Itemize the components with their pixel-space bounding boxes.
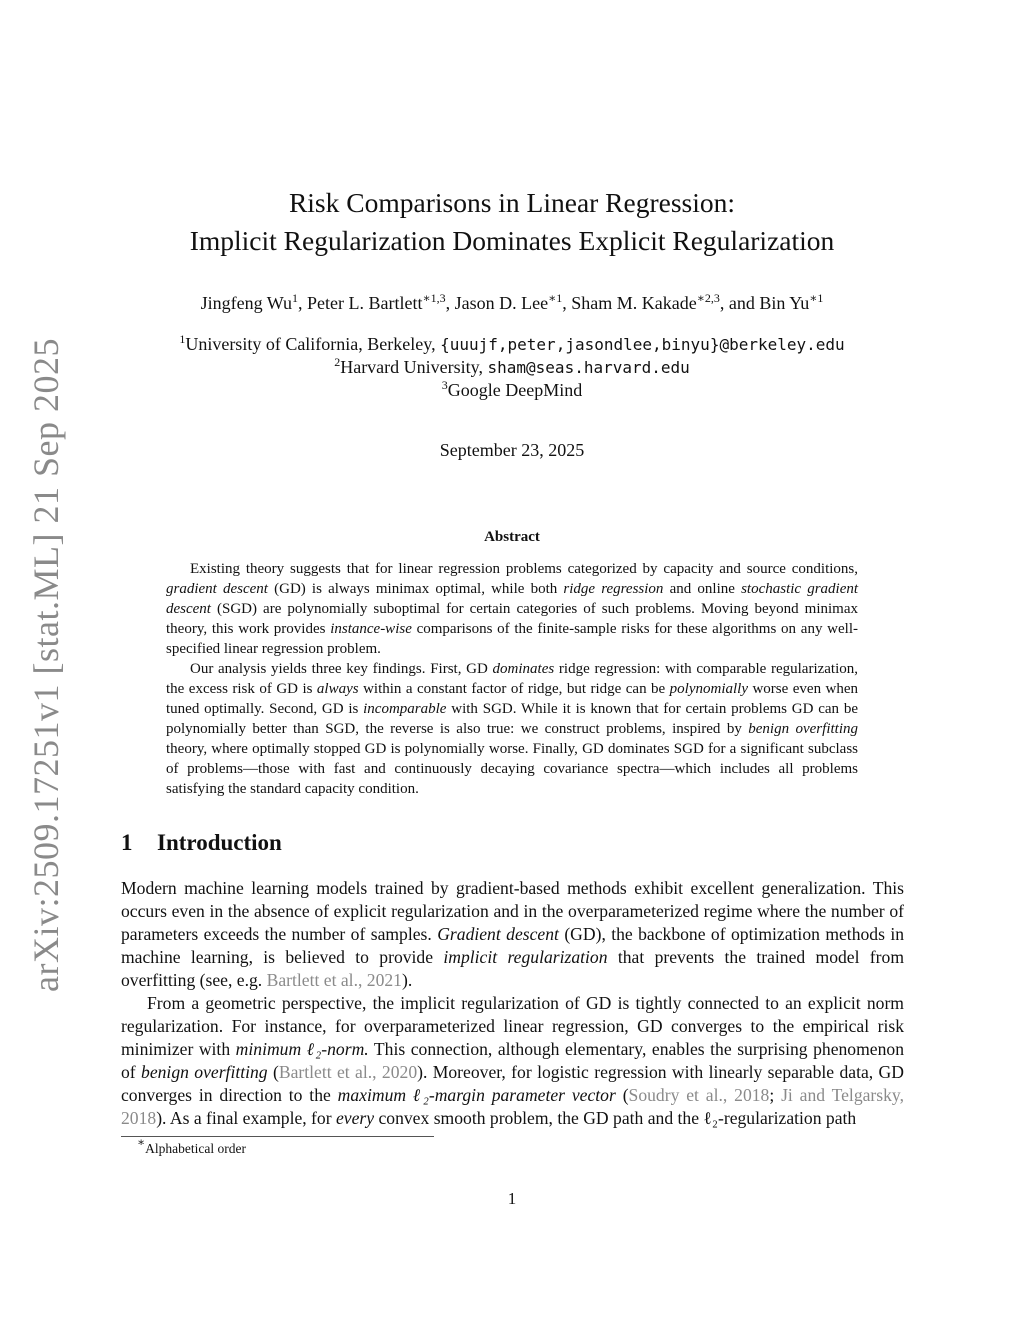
author-name: Jingfeng Wu — [200, 293, 293, 313]
affiliation-1 — [0, 333, 1024, 356]
citation-link[interactable]: Soudry et al., 2018 — [628, 1085, 770, 1105]
body-paragraph-2: From a geometric perspective, the implicit regularization of GD is tightly connected to an explicit norm regularization. For instance, for overparameterized linear regression, GD converges to the empirical risk minimizer with minimum ℓ₂-norm. This connection, although elementary, enables the surprising phenomenon of benign overfitting (Bartlett et al., 2020). Moreover, for logistic regression with linearly separable data, GD converges in direction to the maximum ℓ₂-margin parameter vector (Soudry et al., 2018; Ji and Telgarsky, 2018). As a final example, for every convex smooth problem, the GD path and the ℓ₂-regularization path — [121, 993, 904, 1128]
affil-sup: 3 — [441, 378, 448, 392]
citation-link[interactable]: Bartlett et al., 2021 — [266, 970, 402, 990]
footnote-divider — [121, 1136, 434, 1137]
author-sup: ∗1,3 — [422, 291, 446, 305]
citation-link[interactable]: Ji and Telgarsky, 2018 — [121, 1085, 904, 1128]
affiliation-3 — [0, 379, 1024, 402]
author-and: and — [728, 293, 755, 313]
author-name: Bin Yu — [759, 293, 810, 313]
author-sup: ∗1 — [809, 291, 824, 305]
title-line-2: Implicit Regularization Dominates Explicit Regularization — [189, 225, 835, 256]
author-list: Jingfeng Wu$^1$, Peter L. Bartlett$^{∗1,3}$, Jason D. Lee$^{∗1}$, Sham M. Kakade$^{∗2,3}$, and Bin $Yu^{∗1}$ — [200, 291, 824, 313]
citation-link[interactable]: Bartlett et al., 2020 — [278, 1062, 418, 1082]
title-line-1: Risk Comparisons in Linear Regression: — [288, 187, 736, 218]
section-heading — [121, 830, 282, 856]
author-name: Jason D. Lee — [454, 293, 549, 313]
paper-date: September 23, 2025 — [439, 440, 585, 460]
author-name: Peter L. Bartlett — [307, 293, 423, 313]
section-body — [121, 877, 904, 1130]
author-sup: ∗2,3 — [696, 291, 720, 305]
abstract-paragraph-1: Existing theory suggests that for linear regression problems categorized by capacity and source conditions, gradient descent (GD) is always minimax optimal, while both ridge regression and online stochastic gradient descent (SGD) are polynomially suboptimal for certain categories of such problems. Moving beyond minimax theory, this work provides instance-wise comparisons of the finite-sample risks for these algorithms on any well-specified linear regression problem. — [166, 561, 859, 657]
arxiv-side-stamp: arXiv:2509.17251v1 [stat.ML] 21 Sep 2025 — [26, 338, 66, 992]
author-name: Sham M. Kakade — [571, 293, 697, 313]
affil-sup: 2 — [334, 355, 341, 369]
abstract-paragraph-2: Our analysis yields three key findings. First, GD dominates ridge regression: with comparable regularization, the excess risk of GD is always within a constant factor of ridge, but ridge can be polynomially worse even when tuned optimally. Second, GD is incomparable with SGD. While it is known that for certain problems GD can be polynomially better than SGD, the reverse is also true: we construct problems, inspired by benign overfitting theory, where optimally stopped GD is polynomially worse. Finally, GD dominates SGD for a significant subclass of problems—those with fast and continuously decaying covariance spectra—which includes all problems satisfying the standard capacity condition. — [166, 661, 859, 797]
affiliation-2 — [0, 356, 1024, 379]
affiliations — [0, 333, 1024, 402]
affil-text: Harvard University, — [340, 357, 483, 377]
paper-title — [0, 184, 1024, 260]
footnote-text: Alphabetical order — [145, 1141, 246, 1156]
page-number: 1 — [507, 1189, 517, 1208]
abstract-heading: Abstract — [484, 529, 540, 545]
section-title: Introduction — [157, 830, 282, 855]
author-sup: ∗1 — [548, 291, 563, 305]
body-paragraph-1: Modern machine learning models trained by gradient-based methods exhibit excellent generalization. This occurs even in the absence of explicit regularization and in the overparameterized regime where the number of parameters exceeds the number of samples. Gradient descent (GD), the backbone of optimization methods in machine learning, is believed to provide implicit regularization that prevents the trained model from overfitting (see, e.g. Bartlett et al., 2021). — [121, 878, 905, 990]
affil-text: University of California, Berkeley, — [185, 334, 436, 354]
affil-email: {uuujf,peter,jasondlee,binyu}@berkeley.edu — [440, 335, 845, 354]
abstract-body — [166, 559, 858, 799]
author-sup: 1 — [292, 291, 299, 305]
affil-email: sham@seas.harvard.edu — [487, 358, 690, 377]
affil-text: Google DeepMind — [447, 380, 583, 400]
affil-sup: 1 — [179, 332, 186, 346]
footnote-mark: ∗ — [137, 1135, 146, 1149]
footnote — [137, 1135, 246, 1157]
section-number: 1 — [121, 830, 133, 855]
